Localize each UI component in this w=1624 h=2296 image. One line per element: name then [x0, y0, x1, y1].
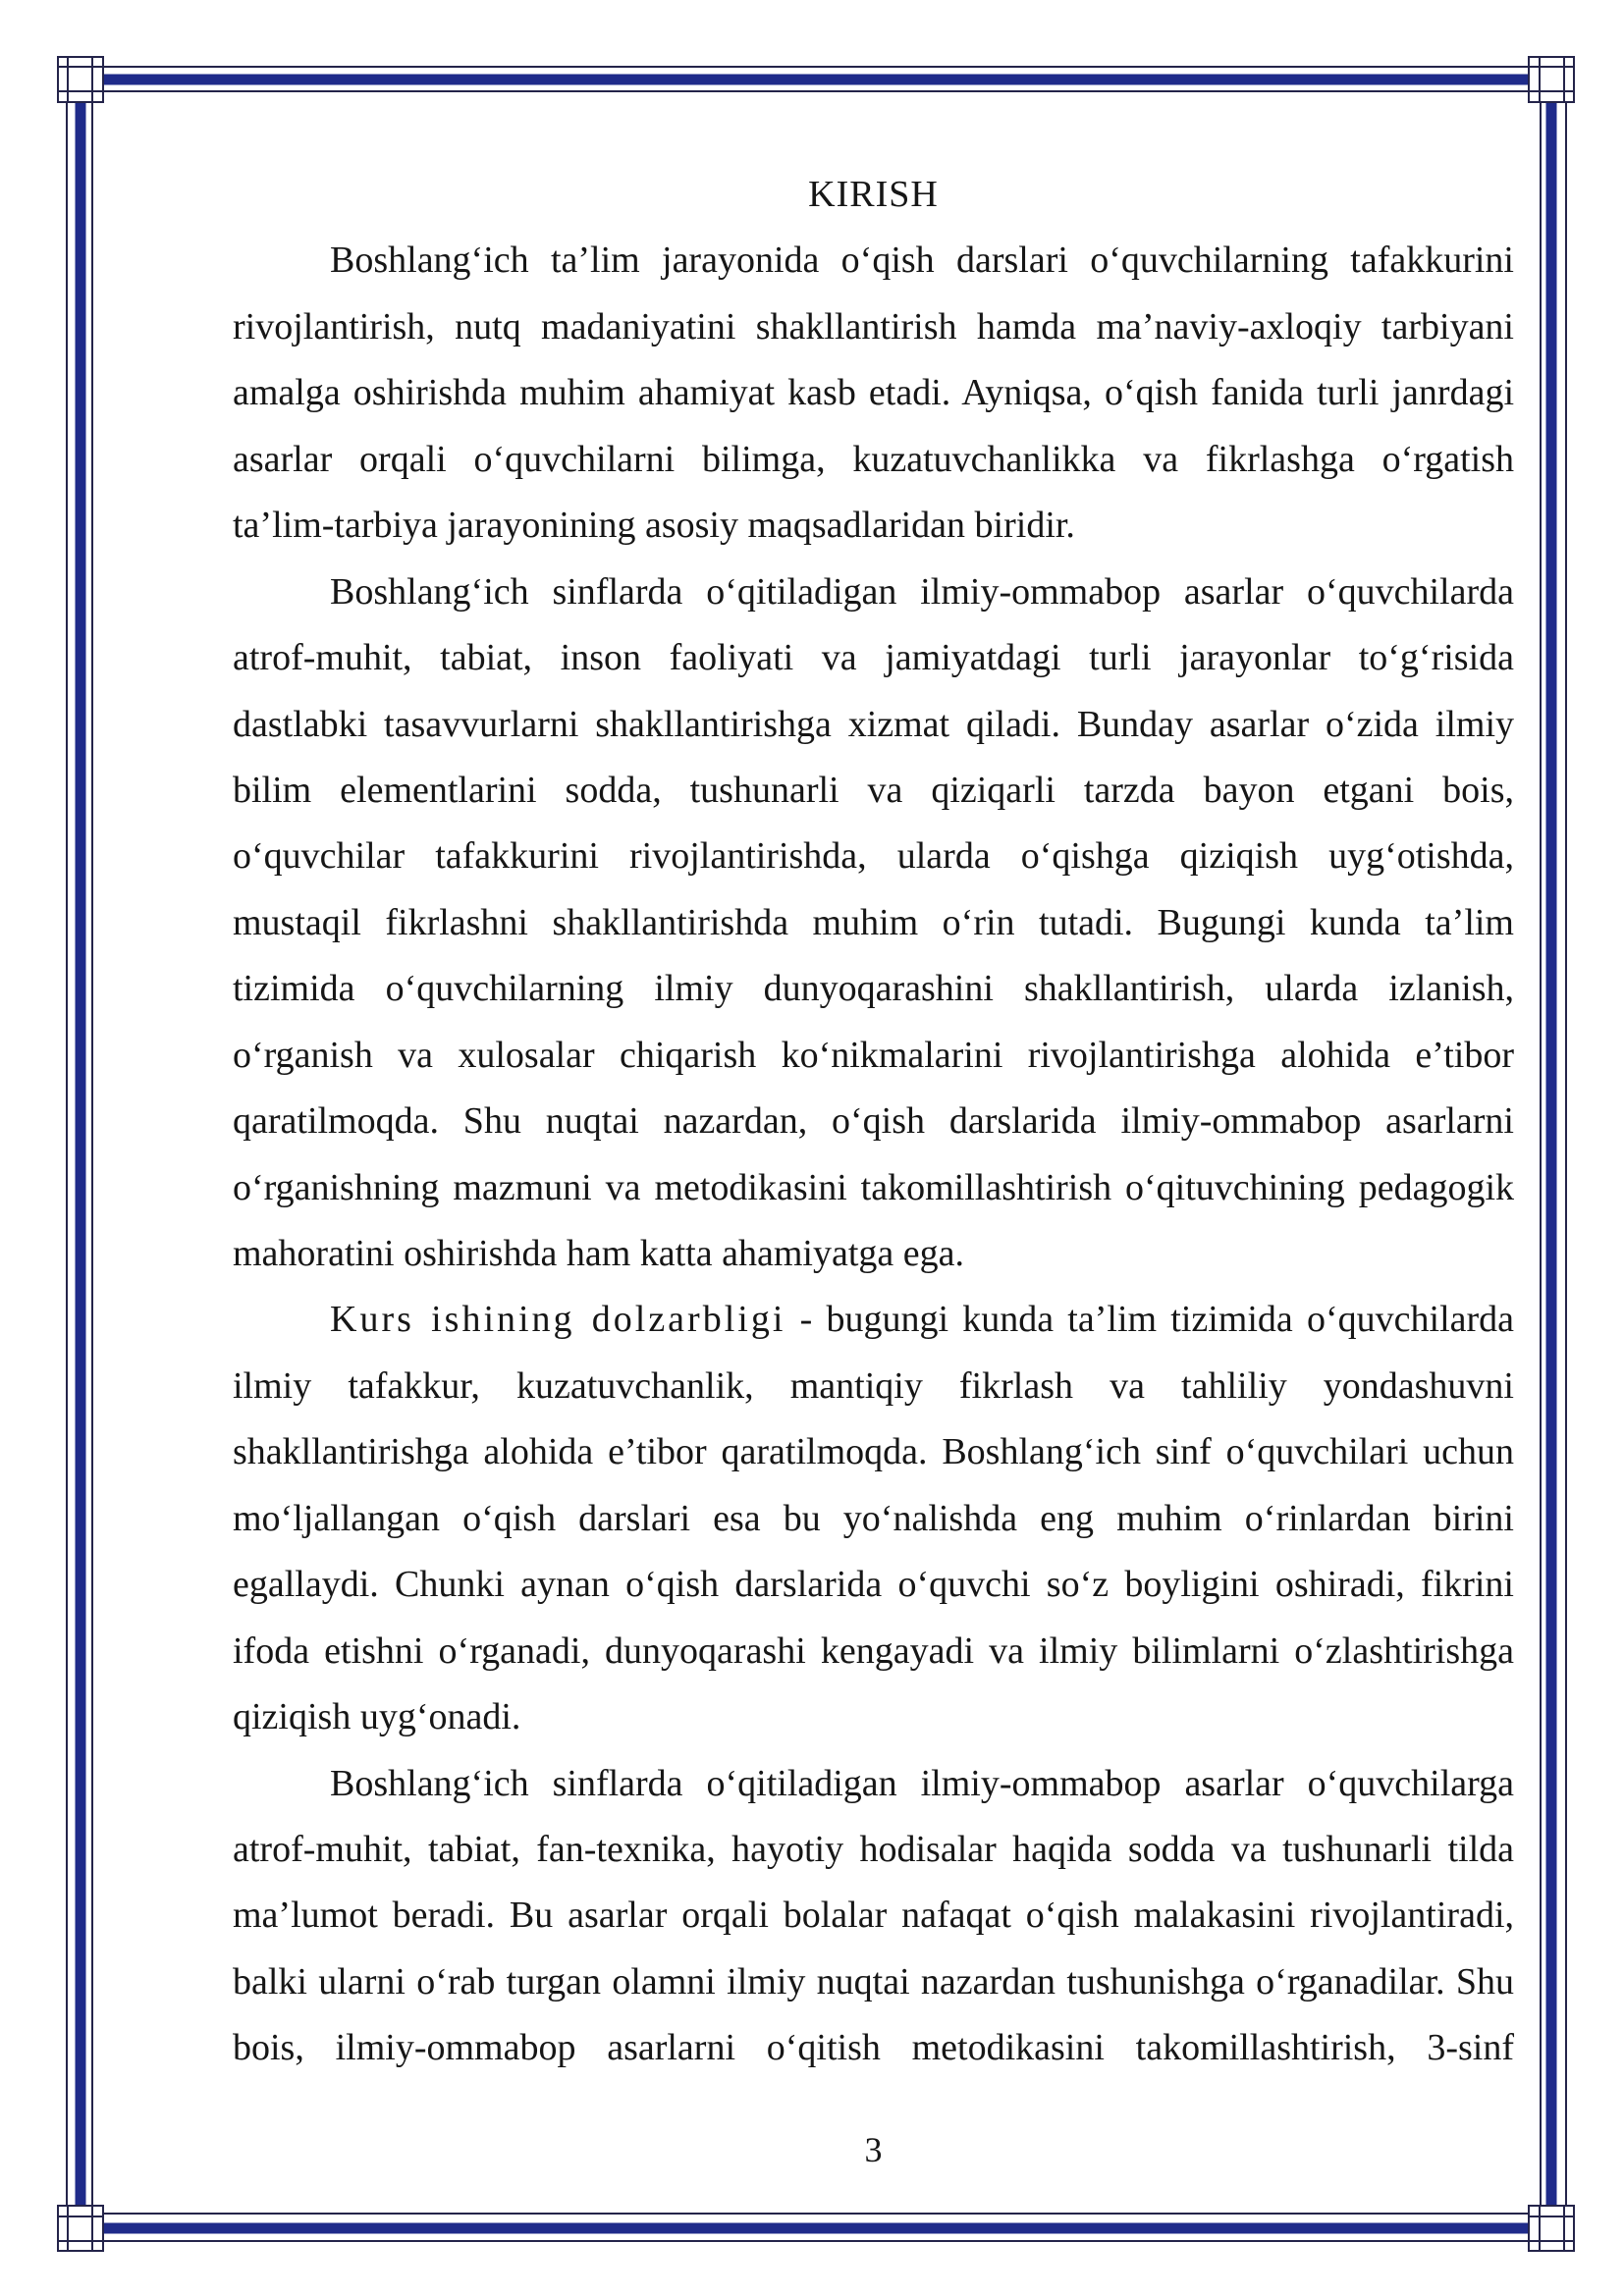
text-line: balki ularni o‘rab turgan olamni ilmiy nuqtai nazardan tushunishga o‘rganadilar. Shu	[233, 1960, 1514, 2002]
text-line: ma’lumot beradi. Bu asarlar orqali bolalar nafaqat o‘qish malakasini rivojlantiradi,	[233, 1895, 1514, 1937]
text-line: ifoda etishni o‘rganadi, dunyoqarashi kengayadi va ilmiy bilimlarni o‘zlashtirishga	[233, 1629, 1514, 1672]
text-line: bilim elementlarini sodda, tushunarli va qiziqarli tarzda bayon etgani bois,	[233, 769, 1514, 811]
border-corner-ornament	[58, 2206, 103, 2251]
text-line: qiziqish uyg‘onadi.	[233, 1696, 521, 1738]
border-corner-ornament	[58, 57, 103, 102]
text-line: dastlabki tasavvurlarni shakllantirishga xizmat qiladi. Bunday asarlar o‘zida ilmiy	[233, 703, 1514, 745]
text-line: qaratilmoqda. Shu nuqtai nazardan, o‘qish darslarida ilmiy-ommabop asarlarni	[233, 1100, 1514, 1143]
paragraph	[233, 1287, 1514, 1750]
text-line: mo‘ljallangan o‘qish darslari esa bu yo‘nalishda eng muhim o‘rinlardan birini	[233, 1497, 1514, 1539]
text-line: atrof-muhit, tabiat, fan-texnika, hayotiy hodisalar haqida sodda va tushunarli tilda	[233, 1828, 1514, 1870]
page-number: 3	[864, 2130, 883, 2169]
text-line: o‘quvchilar tafakkurini rivojlantirishda, ularda o‘qishga qiziqish uyg‘otishda,	[233, 835, 1514, 878]
text-line: rivojlantirish, nutq madaniyatini shakllantirish hamda ma’naviy-axloqiy tarbiyani	[233, 305, 1514, 347]
border-corner-ornament	[1529, 57, 1574, 102]
text-line: o‘rganish va xulosalar chiqarish ko‘nikmalarini rivojlantirishga alohida e’tibor	[233, 1034, 1514, 1076]
text-line: Boshlang‘ich ta’lim jarayonida o‘qish darslari o‘quvchilarning tafakkurini	[330, 240, 1514, 282]
text-line: mahoratini oshirishda ham katta ahamiyatga ega.	[233, 1233, 964, 1274]
text-line: Boshlang‘ich sinflarda o‘qitiladigan ilmiy-ommabop asarlar o‘quvchilarga	[330, 1762, 1514, 1804]
text-line-rest: - bugungi kunda ta’lim tizimida o‘quvchilarda	[799, 1299, 1515, 1341]
section-title: KIRISH	[808, 174, 939, 215]
lead-term: Kurs ishining dolzarbligi	[330, 1299, 786, 1341]
text-line: ilmiy tafakkur, kuzatuvchanlik, mantiqiy fikrlash va tahliliy yondashuvni	[233, 1364, 1514, 1407]
text-line: ta’lim-tarbiya jarayonining asosiy maqsadlaridan biridir.	[233, 505, 1075, 547]
text-line: tizimida o‘quvchilarning ilmiy dunyoqarashini shakllantirish, ularda izlanish,	[233, 968, 1514, 1010]
text-line: egallaydi. Chunki aynan o‘qish darslarida o‘quvchi so‘z boyligini oshiradi, fikrini	[233, 1564, 1514, 1606]
paragraph	[233, 1751, 1514, 2082]
text-line: asarlar orqali o‘quvchilarni bilimga, kuzatuvchanlikka va fikrlashga o‘rgatish	[233, 438, 1514, 480]
paragraph	[233, 560, 1514, 1288]
text-line: atrof-muhit, tabiat, inson faoliyati va jamiyatdagi turli jarayonlar to‘g‘risida	[233, 637, 1514, 679]
text-line: bois, ilmiy-ommabop asarlarni o‘qitish metodikasini takomillashtirish, 3-sinf	[233, 2027, 1514, 2069]
text-line: amalga oshirishda muhim ahamiyat kasb etadi. Ayniqsa, o‘qish fanida turli janrdagi	[233, 372, 1514, 414]
text-line: Boshlang‘ich sinflarda o‘qitiladigan ilmiy-ommabop asarlar o‘quvchilarda	[330, 570, 1514, 613]
text-line: mustaqil fikrlashni shakllantirishda muhim o‘rin tutadi. Bugungi kunda ta’lim	[233, 901, 1514, 943]
text-line: shakllantirishga alohida e’tibor qaratilmoqda. Boshlang‘ich sinf o‘quvchilari uchun	[233, 1431, 1514, 1473]
text-line	[233, 1287, 1514, 1353]
paragraph	[233, 228, 1514, 559]
border-corner-ornament	[1529, 2206, 1574, 2251]
text-line: o‘rganishning mazmuni va metodikasini takomillashtirish o‘qituvchining pedagogik	[233, 1166, 1514, 1208]
body-text	[233, 162, 1514, 2082]
